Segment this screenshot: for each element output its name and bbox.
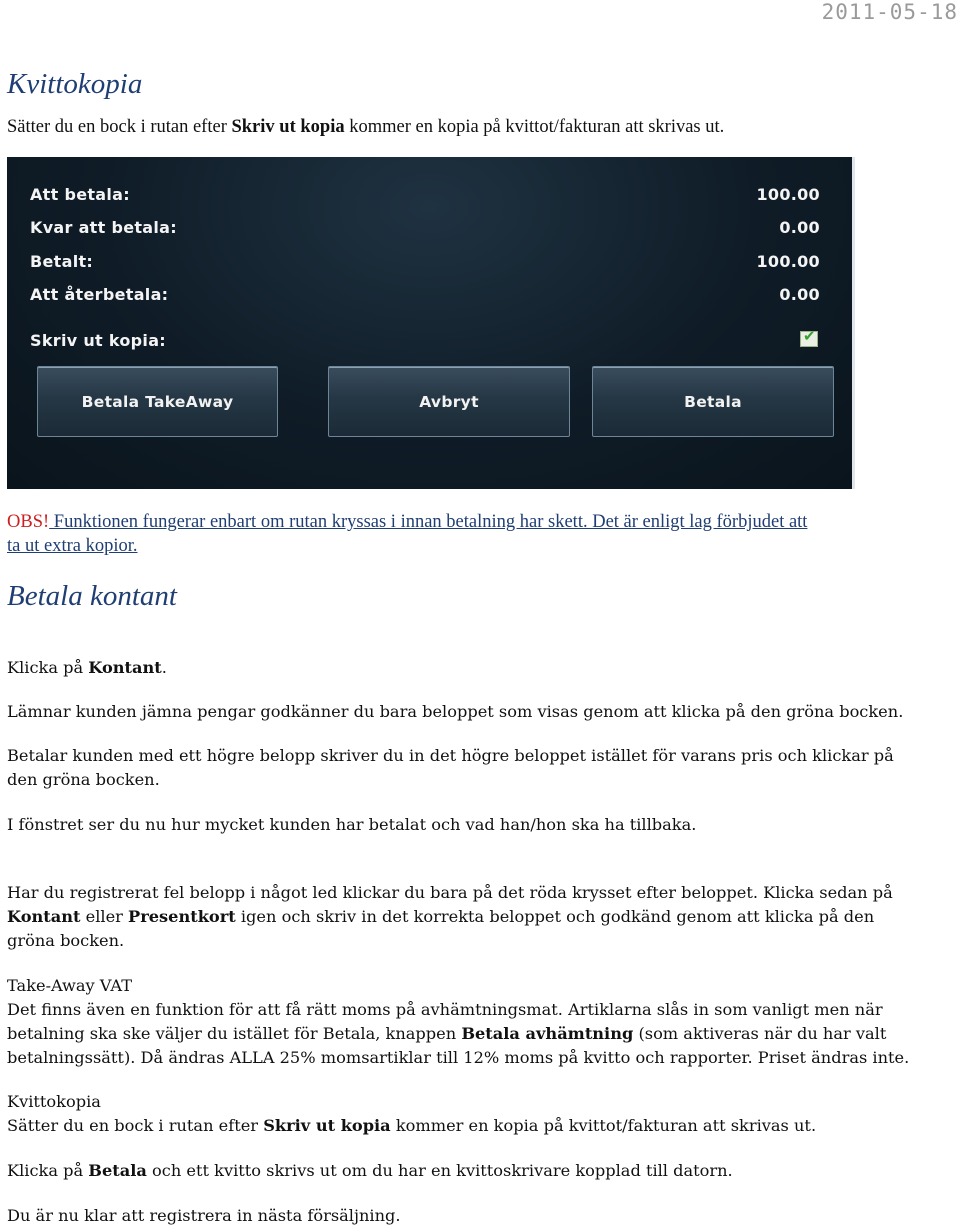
- row-att-betala: [30, 185, 820, 209]
- print-copy-checkbox[interactable]: [800, 327, 818, 347]
- paragraph-fonstret: I fönstret ser du nu hur mycket kunden har betalat och vad han/hon ska ha tillbaka.: [7, 815, 697, 834]
- takeaway-line3: betalningssätt). Då ändras ALLA 25% momsartiklar till 12% moms på kvitto och rapporter. Priset ändras inte.: [7, 1048, 910, 1067]
- paragraph-hogre-belopp-line2: den gröna bocken.: [7, 770, 160, 789]
- row-value: 100.00: [756, 185, 820, 204]
- pay-takeaway-button[interactable]: Betala TakeAway: [37, 366, 278, 437]
- row-skriv-ut-kopia: [30, 331, 820, 355]
- document-date: 2011-05-18: [821, 0, 958, 24]
- paragraph-fel-belopp-line3: gröna bocken.: [7, 931, 125, 950]
- pay-button[interactable]: Betala: [592, 366, 834, 437]
- row-label: Betalt:: [30, 252, 94, 271]
- text-segment: (som aktiveras när du har valt: [633, 1024, 887, 1043]
- paragraph-fel-belopp-line1: Har du registrerat fel belopp i något led klickar du bara på det röda krysset efter beloppet. Klicka sedan på: [7, 883, 893, 902]
- heading-betala-kontant: Betala kontant: [7, 580, 177, 612]
- row-value: 100.00: [756, 252, 820, 271]
- text-segment: igen och skriv in det korrekta beloppet och godkänd genom att klicka på den: [235, 907, 875, 926]
- heading-take-away-vat: Take-Away VAT: [7, 976, 132, 995]
- takeaway-line2: [7, 1022, 886, 1046]
- row-value: 0.00: [779, 218, 820, 237]
- obs-text-line1: Funktionen fungerar enbart om rutan kryssas i innan betalning har skett. Det är enligt lag förbjudet att: [49, 512, 808, 532]
- text-segment: kommer en kopia på kvittot/fakturan att skrivas ut.: [390, 1116, 817, 1135]
- row-value: 0.00: [779, 285, 820, 304]
- obs-paragraph-line2: [7, 534, 138, 558]
- bold-segment: Kontant: [88, 658, 162, 677]
- text-segment: Klicka på: [7, 1161, 89, 1180]
- print-copy-label: Skriv ut kopia:: [30, 331, 166, 350]
- checkmark-icon: ✔: [803, 327, 816, 345]
- obs-text-line2: ta ut extra kopior.: [7, 536, 138, 556]
- row-att-aterbetala: [30, 285, 820, 309]
- kvittokopia-paragraph-2: [7, 1114, 816, 1138]
- text-segment: .: [161, 658, 167, 677]
- heading-kvittokopia-2: Kvittokopia: [7, 1092, 101, 1111]
- takeaway-line1: Det finns även en funktion för att få rätt moms på avhämtningsmat. Artiklarna slås in som vanligt men när: [7, 1000, 883, 1019]
- row-kvar-att-betala: [30, 218, 820, 242]
- text-segment: kommer en kopia på kvittot/fakturan att skrivas ut.: [344, 117, 725, 137]
- bold-segment: Kontant: [7, 907, 81, 926]
- paragraph-jamna-pengar: Lämnar kunden jämna pengar godkänner du bara beloppet som visas genom att klicka på den gröna bocken.: [7, 702, 904, 721]
- bold-segment: Skriv ut kopia: [263, 1116, 391, 1135]
- paragraph-fel-belopp-line2: [7, 905, 874, 929]
- obs-label: OBS!: [7, 512, 50, 532]
- paragraph-klicka-betala: [7, 1159, 733, 1183]
- bold-segment: Betala avhämtning: [461, 1024, 634, 1043]
- text-segment: Sätter du en bock i rutan efter: [7, 117, 232, 137]
- bold-segment: Presentkort: [128, 907, 236, 926]
- payment-screenshot-panel: [7, 157, 855, 489]
- bold-segment: Betala: [88, 1161, 147, 1180]
- paragraph-hogre-belopp-line1: Betalar kunden med ett högre belopp skriver du in det högre beloppet istället för varans pris och klickar på: [7, 746, 894, 765]
- row-label: Kvar att betala:: [30, 218, 177, 237]
- paragraph-klar: Du är nu klar att registrera in nästa försäljning.: [7, 1206, 401, 1225]
- kvittokopia-paragraph: [7, 115, 724, 139]
- obs-paragraph: [7, 510, 807, 534]
- text-segment: Sätter du en bock i rutan efter: [7, 1116, 264, 1135]
- paragraph-klicka-kontant: [7, 656, 167, 680]
- row-label: Att återbetala:: [30, 285, 169, 304]
- text-segment: och ett kvitto skrivs ut om du har en kvittoskrivare kopplad till datorn.: [146, 1161, 733, 1180]
- row-betalt: [30, 252, 820, 276]
- cancel-button[interactable]: Avbryt: [328, 366, 570, 437]
- text-segment: Klicka på: [7, 658, 89, 677]
- text-segment: eller: [80, 907, 129, 926]
- row-label: Att betala:: [30, 185, 130, 204]
- text-segment: betalning ska ske väljer du istället för Betala, knappen: [7, 1024, 462, 1043]
- heading-kvittokopia: Kvittokopia: [7, 68, 143, 100]
- bold-segment: Skriv ut kopia: [231, 117, 345, 137]
